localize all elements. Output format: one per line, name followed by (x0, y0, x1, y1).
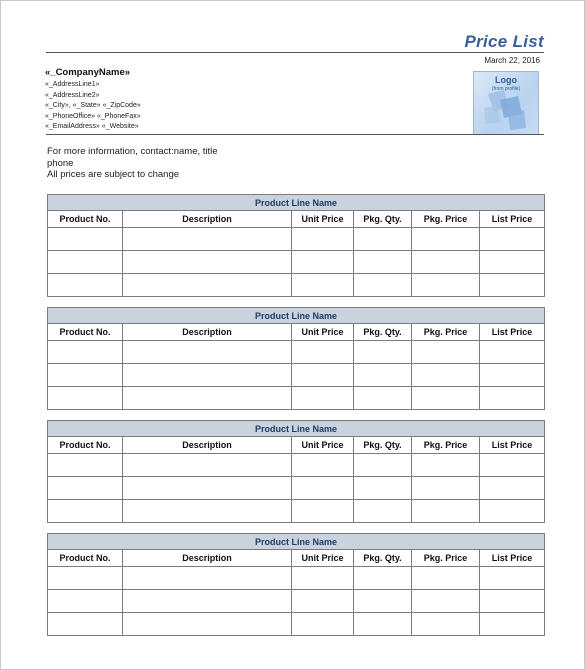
table-cell[interactable] (412, 477, 480, 500)
col-product-no: Product No. (48, 324, 123, 341)
table-cell[interactable] (412, 590, 480, 613)
table-cell[interactable] (48, 613, 123, 636)
table-row (48, 613, 545, 636)
table-cell[interactable] (480, 387, 545, 410)
table-cell[interactable] (354, 613, 412, 636)
col-pkg-qty: Pkg. Qty. (354, 437, 412, 454)
product-line-table-1 (47, 194, 545, 297)
table-row (48, 590, 545, 613)
table-cell[interactable] (48, 454, 123, 477)
table-cell[interactable] (123, 251, 292, 274)
col-pkg-price: Pkg. Price (412, 437, 480, 454)
col-pkg-qty: Pkg. Qty. (354, 211, 412, 228)
table-cell[interactable] (412, 454, 480, 477)
page-title: Price List (464, 32, 544, 51)
table-cell[interactable] (354, 500, 412, 523)
table-row (48, 454, 545, 477)
table-cell[interactable] (292, 500, 354, 523)
table-cell[interactable] (412, 567, 480, 590)
table-cell[interactable] (48, 477, 123, 500)
col-description: Description (123, 437, 292, 454)
table-cell[interactable] (354, 364, 412, 387)
table-cell[interactable] (480, 567, 545, 590)
table-cell[interactable] (123, 364, 292, 387)
table-cell[interactable] (354, 228, 412, 251)
address-line-1: «_AddressLine1» (45, 81, 100, 88)
table-cell[interactable] (48, 228, 123, 251)
table-cell[interactable] (412, 364, 480, 387)
table-cell[interactable] (354, 590, 412, 613)
product-line-name: Product Line Name (48, 534, 545, 550)
table-cell[interactable] (412, 341, 480, 364)
table-cell[interactable] (480, 364, 545, 387)
table-row (48, 251, 545, 274)
table-cell[interactable] (480, 590, 545, 613)
col-list-price: List Price (480, 211, 545, 228)
table-row (48, 477, 545, 500)
table-cell[interactable] (48, 387, 123, 410)
table-cell[interactable] (480, 613, 545, 636)
table-cell[interactable] (123, 387, 292, 410)
table-cell[interactable] (412, 500, 480, 523)
col-pkg-price: Pkg. Price (412, 550, 480, 567)
table-cell[interactable] (480, 341, 545, 364)
product-line-table-2 (47, 307, 545, 410)
table-cell[interactable] (48, 500, 123, 523)
table-cell[interactable] (292, 364, 354, 387)
table-cell[interactable] (48, 251, 123, 274)
table-cell[interactable] (354, 387, 412, 410)
table-row (48, 387, 545, 410)
col-product-no: Product No. (48, 437, 123, 454)
table-cell[interactable] (123, 228, 292, 251)
table-cell[interactable] (123, 500, 292, 523)
table-cell[interactable] (48, 274, 123, 297)
col-unit-price: Unit Price (292, 211, 354, 228)
col-pkg-price: Pkg. Price (412, 211, 480, 228)
product-line-name: Product Line Name (48, 195, 545, 211)
table-cell[interactable] (354, 251, 412, 274)
table-row (48, 500, 545, 523)
table-cell[interactable] (412, 387, 480, 410)
table-cell[interactable] (480, 454, 545, 477)
contact-info: For more information, contact:name, title (47, 146, 218, 157)
table-cell[interactable] (48, 341, 123, 364)
table-cell[interactable] (292, 387, 354, 410)
price-notice: All prices are subject to change (47, 169, 180, 180)
product-line-name: Product Line Name (48, 421, 545, 437)
table-cell[interactable] (48, 590, 123, 613)
col-unit-price: Unit Price (292, 550, 354, 567)
table-row (48, 228, 545, 251)
table-cell[interactable] (480, 500, 545, 523)
col-description: Description (123, 324, 292, 341)
table-cell[interactable] (412, 251, 480, 274)
table-cell[interactable] (292, 454, 354, 477)
table-cell[interactable] (412, 613, 480, 636)
table-cell[interactable] (354, 341, 412, 364)
table-cell[interactable] (292, 228, 354, 251)
address-line-2: «_AddressLine2» (45, 92, 100, 99)
table-cell[interactable] (412, 274, 480, 297)
col-pkg-qty: Pkg. Qty. (354, 550, 412, 567)
table-row (48, 274, 545, 297)
col-list-price: List Price (480, 550, 545, 567)
table-cell[interactable] (480, 251, 545, 274)
table-cell[interactable] (354, 567, 412, 590)
table-cell[interactable] (48, 364, 123, 387)
logo-label: Logo (495, 75, 517, 85)
table-cell[interactable] (123, 341, 292, 364)
table-row (48, 364, 545, 387)
table-cell[interactable] (480, 228, 545, 251)
table-cell[interactable] (123, 274, 292, 297)
table-cell[interactable] (123, 477, 292, 500)
product-line-table-3 (47, 420, 545, 523)
table-cell[interactable] (292, 477, 354, 500)
address-phones: «_PhoneOffice» «_PhoneFax» (45, 113, 141, 120)
col-pkg-price: Pkg. Price (412, 324, 480, 341)
table-cell[interactable] (123, 454, 292, 477)
product-line-table-4 (47, 533, 545, 636)
table-cell[interactable] (123, 590, 292, 613)
table-cell[interactable] (292, 274, 354, 297)
company-divider (46, 134, 544, 135)
col-pkg-qty: Pkg. Qty. (354, 324, 412, 341)
table-cell[interactable] (292, 341, 354, 364)
header-divider (46, 52, 544, 53)
table-cell[interactable] (48, 567, 123, 590)
col-product-no: Product No. (48, 211, 123, 228)
table-cell[interactable] (354, 477, 412, 500)
col-description: Description (123, 211, 292, 228)
table-cell[interactable] (292, 590, 354, 613)
table-cell[interactable] (412, 228, 480, 251)
table-row (48, 567, 545, 590)
table-cell[interactable] (354, 274, 412, 297)
table-cell[interactable] (292, 613, 354, 636)
col-product-no: Product No. (48, 550, 123, 567)
contact-phone: phone (47, 158, 74, 169)
table-cell[interactable] (480, 477, 545, 500)
table-cell[interactable] (123, 567, 292, 590)
company-logo (473, 71, 539, 135)
address-city-state-zip: «_City», «_State» «_ZipCode» (45, 102, 141, 109)
document-date: March 22, 2016 (484, 56, 540, 65)
table-row (48, 341, 545, 364)
company-name: «_CompanyName» (45, 67, 131, 78)
col-list-price: List Price (480, 324, 545, 341)
col-unit-price: Unit Price (292, 324, 354, 341)
table-cell[interactable] (354, 454, 412, 477)
col-description: Description (123, 550, 292, 567)
product-line-name: Product Line Name (48, 308, 545, 324)
table-cell[interactable] (292, 251, 354, 274)
address-email-website: «_EmailAddress» «_Website» (45, 123, 139, 130)
col-list-price: List Price (480, 437, 545, 454)
table-cell[interactable] (292, 567, 354, 590)
logo-sublabel: (from profile) (491, 86, 521, 92)
col-unit-price: Unit Price (292, 437, 354, 454)
table-cell[interactable] (480, 274, 545, 297)
table-cell[interactable] (123, 613, 292, 636)
